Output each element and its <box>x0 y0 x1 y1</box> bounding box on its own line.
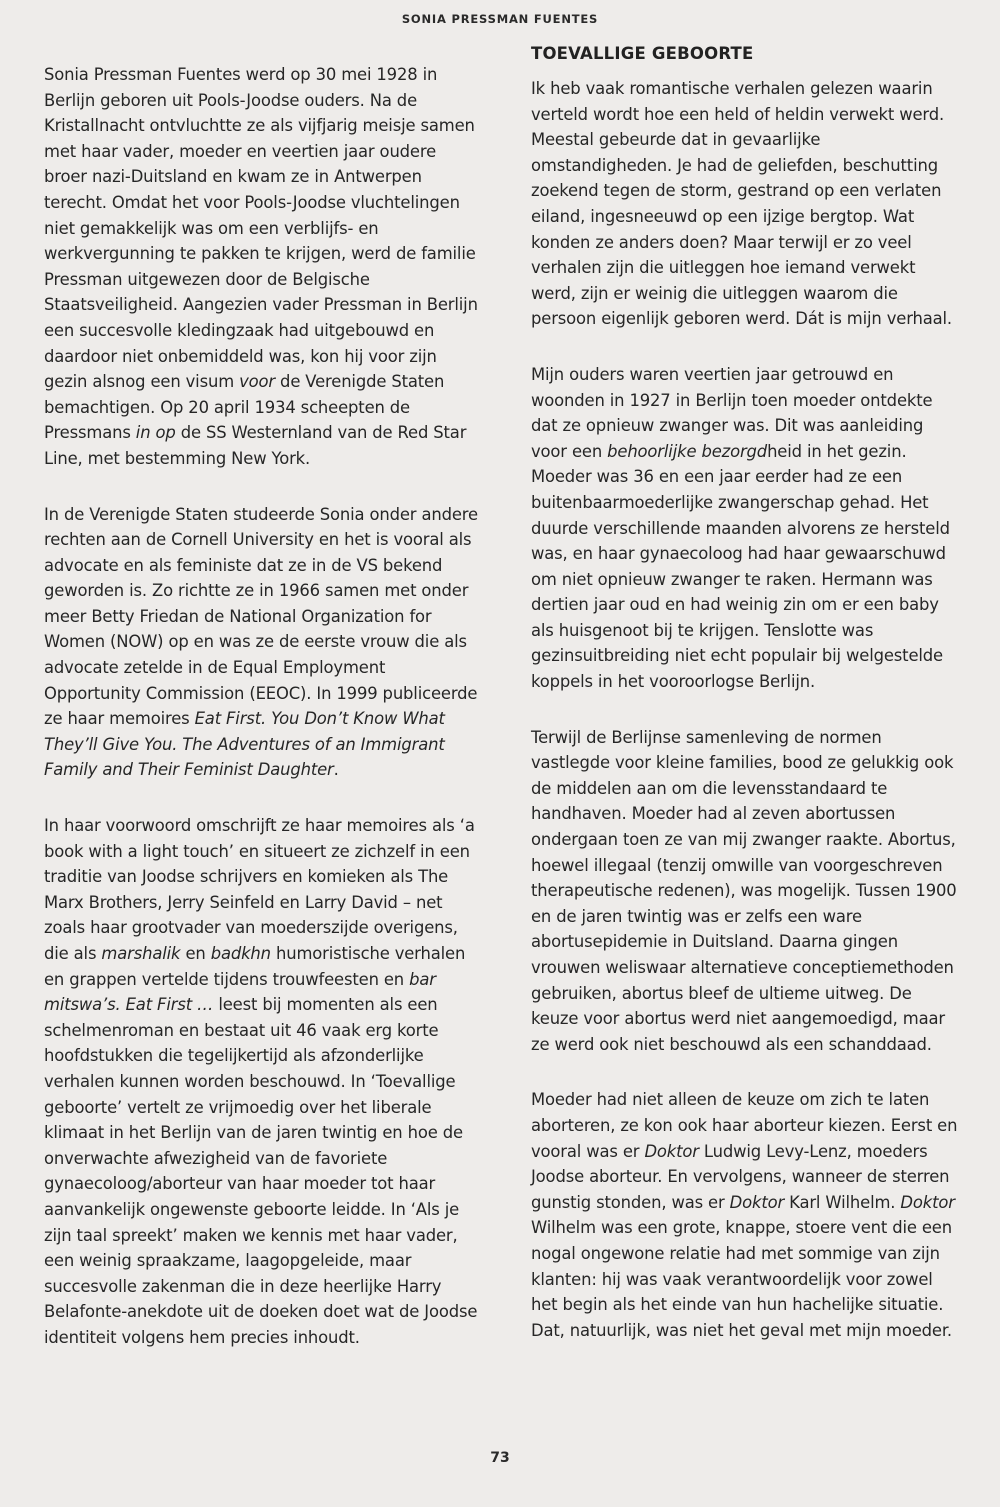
paragraph <box>44 62 478 472</box>
text-run: Wilhelm was een grote, knappe, stoere vent die een nogal ongewone relatie had met sommige van zijn klanten: hij was vaak verantwoordelijk voor zowel het begin als het einde van hun hachelijke situatie. Dat, natuurlijk, was niet het geval met mijn moeder. <box>531 1218 952 1340</box>
italic-run: voor <box>239 372 275 392</box>
text-run: Ik heb vaak romantische verhalen gelezen waarin verteld wordt hoe een held of heldin verwekt werd. Meestal gebeurde dat in gevaarlijke omstandigheden. Je had de geliefden, beschutting zoekend tegen de storm, gestrand op een verlaten eiland, ingesneeuwd op een ijzige bergtop. Wat konden ze anders doen? Maar terwijl er zo veel verhalen zijn die uitleggen hoe iemand verwekt werd, zijn er weinig die uitleggen waarom die persoon eigenlijk geboren werd. Dát is mijn verhaal. <box>531 79 952 329</box>
paragraph <box>531 362 959 695</box>
paragraph <box>44 813 478 1350</box>
page-number: 73 <box>490 1450 510 1466</box>
paragraph <box>531 725 959 1058</box>
text-run: Sonia Pressman Fuentes werd op 30 mei 1928 in Berlijn geboren uit Pools-Joodse ouders. Na de Kristallnacht ontvluchtte ze als vijfjarig meisje samen met haar vader, moeder en veertien jaar oudere broer nazi-Duitsland en kwam ze in Antwerpen terecht. Omdat het voor Pools-Joodse vluchtelingen niet gemakkelijk was om een verblijfs- en werkvergunning te pakken te krijgen, werd de familie Pressman uitgewezen door de Belgische Staatsveiligheid. Aangezien vader Pressman in Berlijn een succesvolle kledingzaak had uitgebouwd en daardoor niet onbemiddeld was, kon hij voor zijn gezin alsnog een visum <box>44 65 478 392</box>
italic-run: Doktor <box>644 1141 699 1161</box>
running-head: SONIA PRESSMAN FUENTES <box>401 12 599 26</box>
chapter-heading: TOEVALLIGE GEBOORTE <box>531 44 754 63</box>
text-run: Mijn ouders waren veertien jaar getrouwd en woonden in 1927 in Berlijn toen moeder ontdekte dat ze opnieuw zwanger was. Dit was aanleiding voor een <box>531 364 933 461</box>
text-run: de SS Westernland van de Red Star Line, met bestemming New York. <box>44 423 467 468</box>
text-run: Moeder had niet alleen de keuze om zich te laten aborteren, ze kon ook haar aborteur kiezen. Eerst en vooral was er <box>531 1090 958 1161</box>
text-run: heid in het gezin. Moeder was 36 en een jaar eerder had ze een buitenbaarmoederlijke zwangerschap gehad. Het duurde verschillende maanden alvorens ze hersteld was, en haar gynaecoloog had haar gewaarschuwd om niet opnieuw zwanger te raken. Hermann was dertien jaar oud en had weinig zin om er een baby als huisgenoot bij te krijgen. Tenslotte was gezinsuitbreiding niet echt populair bij welgestelde koppels in het vooroorlogse Berlijn. <box>531 441 950 692</box>
text-run: humoristische verhalen en grappen vertelde tijdens trouwfeesten en <box>44 944 466 989</box>
text-run: de Verenigde Staten bemachtigen. Op 20 april 1934 scheepten de Pressmans <box>44 372 445 443</box>
text-run: en <box>180 944 211 963</box>
left-column <box>44 62 478 1381</box>
italic-run: in op <box>135 423 176 443</box>
paragraph <box>531 76 959 332</box>
italic-run: badkhn <box>210 944 271 963</box>
text-run: leest bij momenten als een schelmenroman en bestaat uit 46 vaak erg korte hoofdstukken die tegelijkertijd als afzonderlijke verhalen kunnen worden beschouwd. In ‘Toevallige geboorte’ vertelt ze vrijmoedig over het liberale klimaat in het Berlijn van de jaren twintig en hoe de onverwachte afwezigheid van de favoriete gynaecoloog/aborteur van haar moeder tot haar aanvankelijk ongewenste geboorte leidde. In ‘Als je zijn taal spreekt’ maken we kennis met haar vader, een weinig spraakzame, laagopgeleide, maar succesvolle zakenman die in deze heerlijke Harry Belafonte-anekdote uit de doeken doet wat de Joodse identiteit volgens hem precies inhoudt. <box>44 995 478 1347</box>
paragraph <box>44 502 478 784</box>
paragraph <box>531 1087 959 1343</box>
text-run: In de Verenigde Staten studeerde Sonia onder andere rechten aan de Cornell University en het is vooral als advocate en als feministe dat ze in de VS bekend geworden is. Zo richtte ze in 1966 samen met onder meer Betty Friedan de National Organization for Women (NOW) op en was ze de eerste vrouw die als advocate zetelde in de Equal Employment Opportunity Commission (EEOC). In 1999 publiceerde ze haar memoires <box>44 504 478 729</box>
italic-run: Doktor <box>729 1192 785 1212</box>
text-run: Terwijl de Berlijnse samenleving de normen vastlegde voor kleine families, bood ze gelukkig ook de middelen aan om die levensstandaard te handhaven. Moeder had al zeven abortussen ondergaan toen ze van mij zwanger raakte. Abortus, hoewel illegaal (tenzij omwille van voorgeschreven therapeutische redenen), was mogelijk. Tussen 1900 en de jaren twintig was er zelfs een ware abortusepidemie in Duitsland. Daarna gingen vrouwen weliswaar alternatieve conceptiemethoden gebruiken, abortus bleef de ultieme uitweg. De keuze voor abortus werd niet aangemoedigd, maar ze werd ook niet beschouwd als een schanddaad. <box>531 727 957 1054</box>
italic-run: Doktor <box>900 1192 955 1212</box>
text-run: . <box>333 760 339 780</box>
text-run: Karl Wilhelm. <box>784 1192 901 1212</box>
italic-run: marshalik <box>101 944 181 963</box>
italic-run: bar mitswa’s. Eat First … <box>44 969 436 1015</box>
italic-run: Eat First. You Don’t Know What They’ll Give You. The Adventures of an Immigrant Family and Their Feminist Daughter <box>44 709 445 780</box>
italic-run: behoorlijke bezorgd <box>607 441 768 461</box>
text-run: Ludwig Levy-Lenz, moeders Joodse aborteur. En vervolgens, wanneer de sterren gunstig stonden, was er <box>531 1141 950 1212</box>
right-column <box>531 44 959 1373</box>
text-run: In haar voorwoord omschrijft ze haar memoires als ‘a book with a light touch’ en situeert ze zichzelf in een traditie van Joodse schrijvers en komieken als The Marx Brothers, Jerry Seinfeld en Larry David – net zoals haar grootvader van moederszijde overigens, die als <box>44 816 475 963</box>
